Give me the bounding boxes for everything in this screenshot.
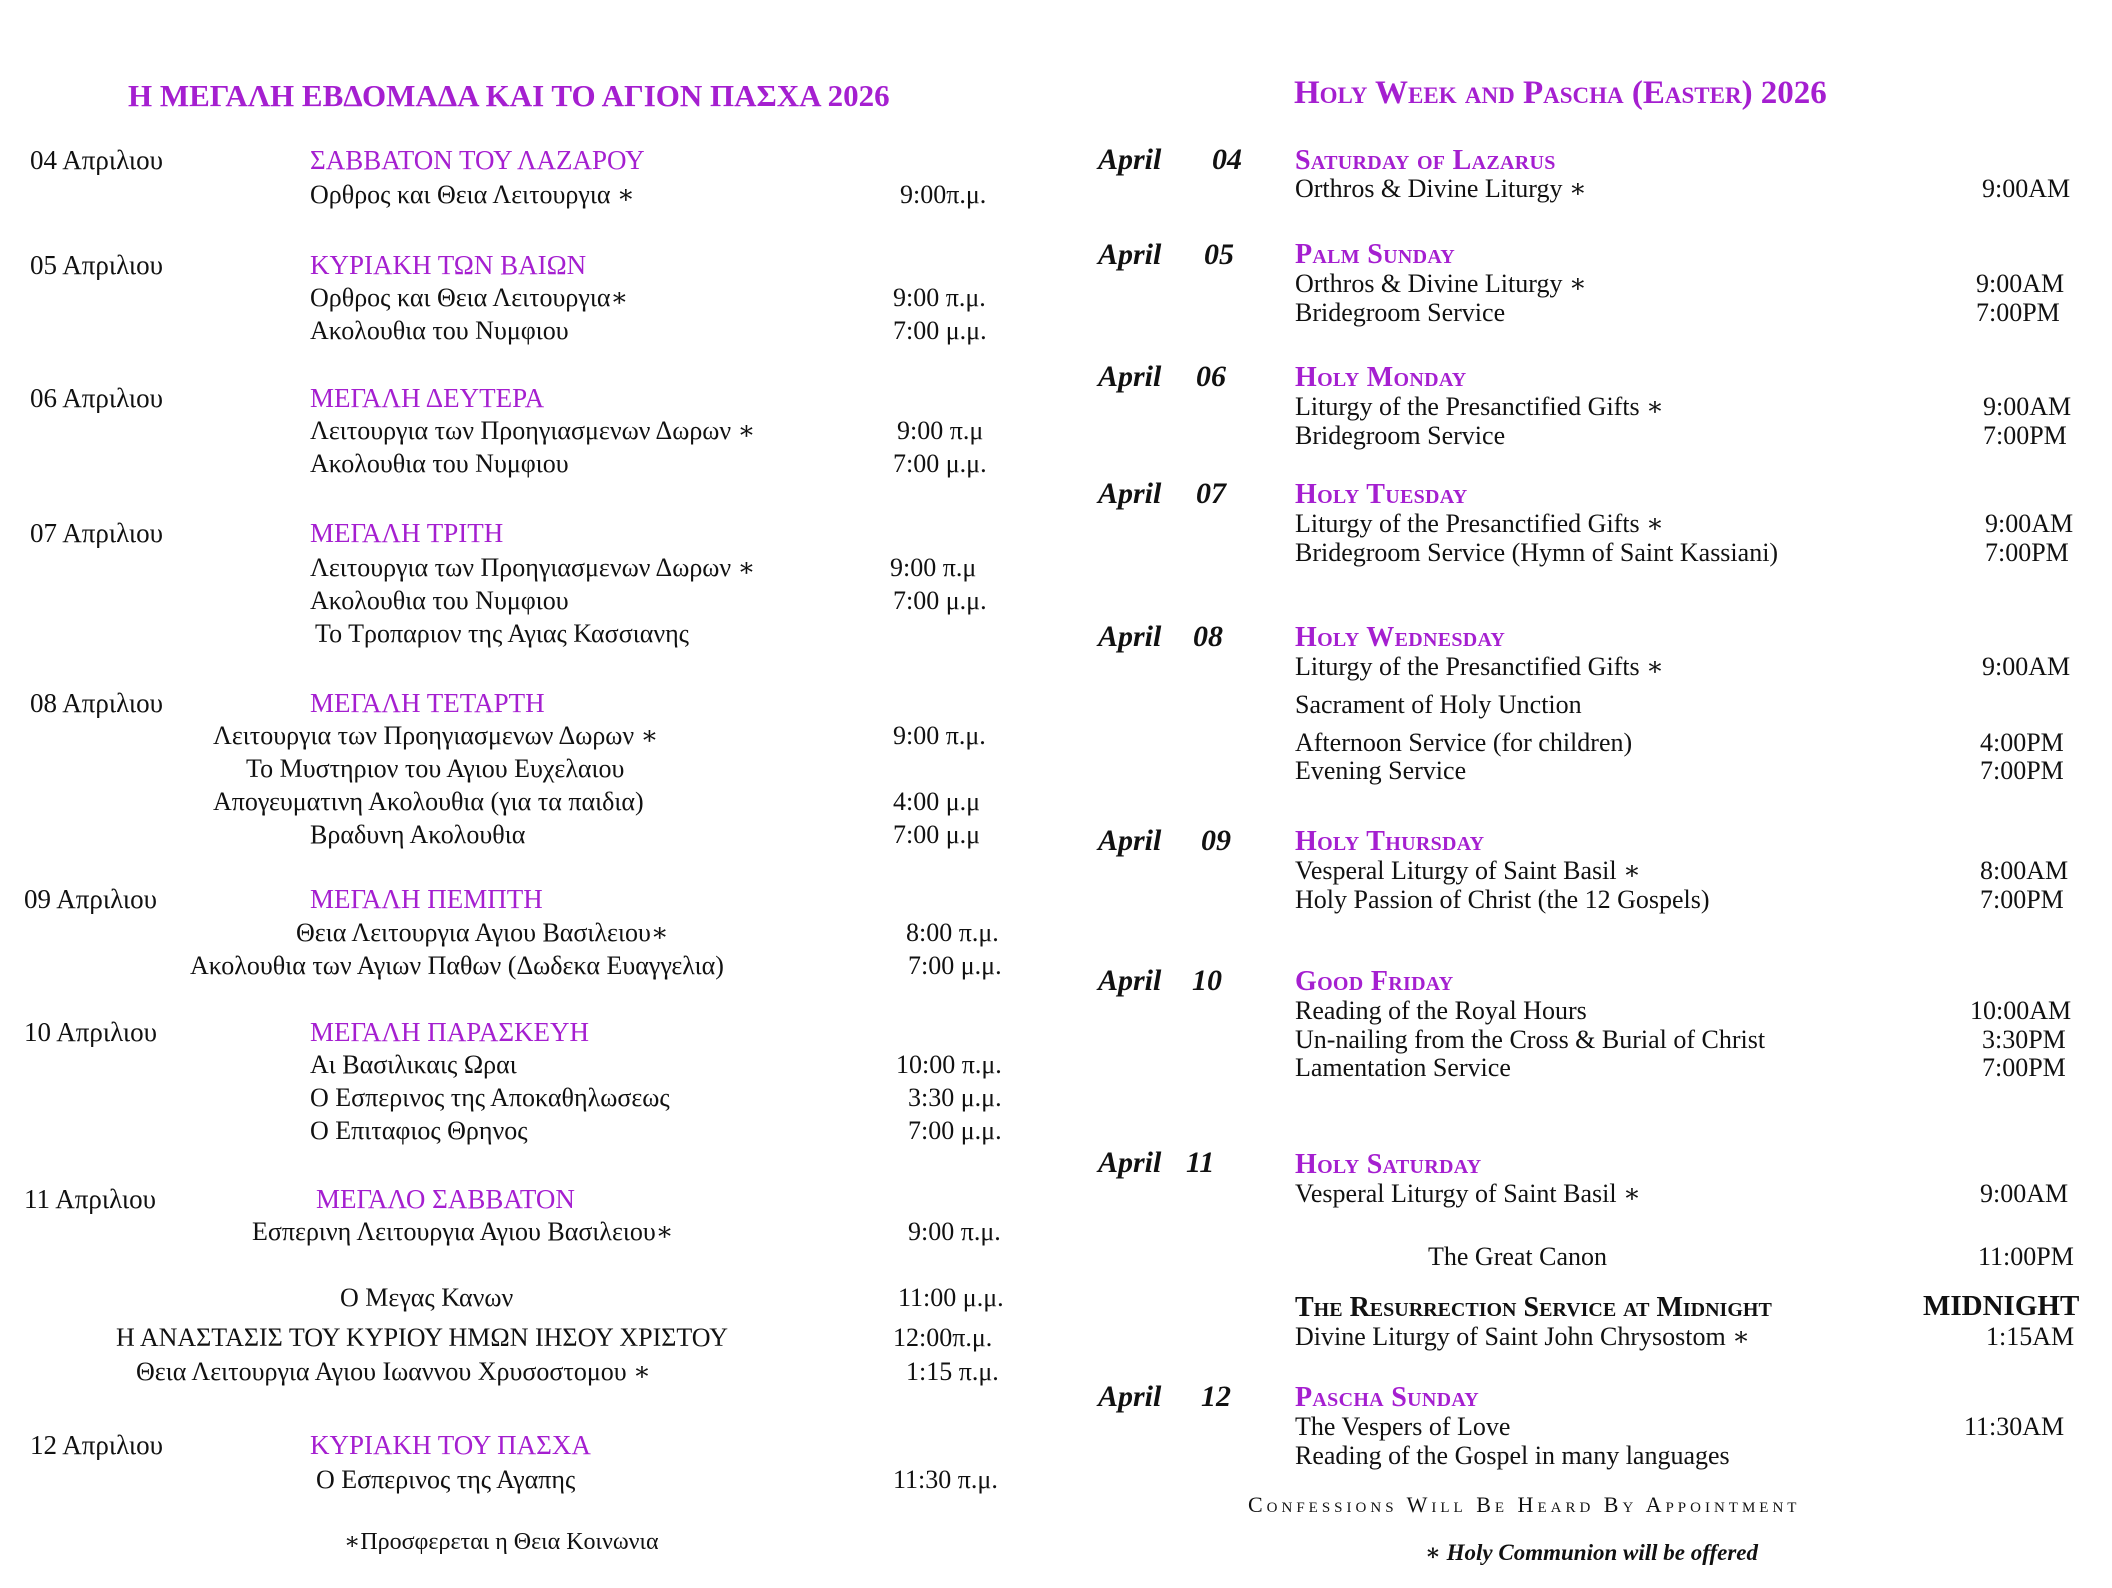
english-service-11b: The Great Canon [1428,1242,1608,1271]
english-service-08a: Liturgy of the Presanctified Gifts ∗ [1295,652,1664,681]
greek-service-11d: Θεια Λειτουργια Αγιου Ιωαννου Χρυσοστομου ∗ [136,1357,651,1386]
english-service-09a: Vesperal Liturgy of Saint Basil ∗ [1295,856,1641,885]
english-time-11c: MIDNIGHT [1923,1290,2080,1322]
greek-service-10a: Αι Βασιλικαις Ωραι [310,1050,517,1079]
confessions-note: Confessions Will Be Heard By Appointment [1248,1492,1801,1517]
english-service-08c: Afternoon Service (for children) [1295,728,1633,757]
english-daynum-09: 09 [1201,824,1231,857]
english-time-06a: 9:00AM [1983,392,2072,421]
english-daynum-11: 11 [1186,1146,1215,1179]
english-month-11: April [1098,1146,1162,1179]
english-daynum-12: 12 [1201,1380,1231,1413]
english-day-12: Pascha Sunday [1295,1382,1479,1413]
english-time-05a: 9:00AM [1976,269,2065,298]
greek-time-11d: 1:15 π.μ. [906,1357,999,1386]
english-service-10b: Un-nailing from the Cross & Burial of Christ [1295,1025,1766,1054]
english-daynum-07: 07 [1196,477,1226,510]
english-month-09: April [1098,824,1162,857]
greek-time-07b: 7:00 μ.μ. [893,586,987,615]
greek-day-10: ΜΕΓΑΛΗ ΠΑΡΑΣΚΕΥΗ [310,1017,590,1047]
english-time-10a: 10:00AM [1970,996,2072,1025]
english-day-07: Holy Tuesday [1295,479,1468,510]
english-day-09: Holy Thursday [1295,826,1485,857]
greek-time-06a: 9:00 π.μ [897,416,984,445]
greek-date-09: 09 Απριλιου [24,884,158,914]
greek-service-08b: Το Μυστηριον του Αγιου Ευχελαιου [246,754,625,783]
english-time-11d: 1:15AM [1986,1322,2075,1351]
english-month-12: April [1098,1380,1162,1413]
english-daynum-08: 08 [1193,620,1223,653]
english-service-12a: The Vespers of Love [1295,1412,1511,1441]
english-service-06a: Liturgy of the Presanctified Gifts ∗ [1295,392,1664,421]
greek-service-07a: Λειτουργια των Προηγιασμενων Δωρων ∗ [310,553,756,582]
greek-service-04a: Ορθρος και Θεια Λειτουργια ∗ [310,180,635,209]
greek-time-11b: 11:00 μ.μ. [898,1283,1004,1312]
english-day-11: Holy Saturday [1295,1149,1482,1180]
english-service-08b: Sacrament of Holy Unction [1295,690,1582,719]
greek-date-10: 10 Απριλιου [24,1017,158,1047]
english-daynum-10: 10 [1192,964,1222,997]
english-day-05: Palm Sunday [1295,239,1456,270]
english-time-08a: 9:00AM [1982,652,2071,681]
english-month-07: April [1098,477,1162,510]
english-time-12a: 11:30AM [1964,1412,2065,1441]
greek-time-10a: 10:00 π.μ. [896,1050,1002,1079]
english-time-10c: 7:00PM [1982,1053,2066,1082]
english-day-08: Holy Wednesday [1295,622,1506,653]
english-time-10b: 3:30PM [1982,1025,2066,1054]
greek-day-04: ΣΑΒΒΑΤΟΝ ΤΟΥ ΛΑΖΑΡΟΥ [310,145,645,175]
greek-service-05b: Ακολουθια του Νυμφιου [310,316,569,345]
english-time-08c: 4:00PM [1980,728,2064,757]
greek-time-08d: 7:00 μ.μ [893,820,981,849]
greek-time-12a: 11:30 π.μ. [893,1465,998,1494]
greek-service-09a: Θεια Λειτουργια Αγιου Βασιλειου∗ [296,918,669,947]
english-service-11c: The Resurrection Service at Midnight [1295,1292,1772,1323]
greek-day-11: ΜΕΓΑΛΟ ΣΑΒΒΑΤΟΝ [316,1184,575,1214]
greek-day-07: ΜΕΓΑΛΗ ΤΡΙΤΗ [310,518,504,548]
english-service-07a: Liturgy of the Presanctified Gifts ∗ [1295,509,1664,538]
greek-service-12a: Ο Εσπερινος της Αγαπης [316,1465,576,1494]
greek-date-04: 04 Απριλιου [30,145,164,175]
english-time-11a: 9:00AM [1980,1179,2069,1208]
greek-time-06b: 7:00 μ.μ. [893,449,987,478]
greek-time-07a: 9:00 π.μ [890,553,977,582]
english-time-08d: 7:00PM [1980,756,2064,785]
greek-time-05b: 7:00 μ.μ. [893,316,987,345]
greek-day-05: ΚΥΡΙΑΚΗ ΤΩΝ ΒΑΙΩΝ [310,250,587,280]
english-service-10c: Lamentation Service [1295,1053,1511,1082]
greek-service-10b: Ο Εσπερινος της Αποκαθηλωσεως [310,1083,670,1112]
greek-time-11a: 9:00 π.μ. [908,1217,1001,1246]
english-service-05a: Orthros & Divine Liturgy ∗ [1295,269,1587,298]
english-month-05: April [1098,238,1162,271]
greek-service-09b: Ακολουθια των Αγιων Παθων (Δωδεκα Ευαγγελια) [190,951,724,980]
greek-service-11a: Εσπερινη Λειτουργια Αγιου Βασιλειου∗ [252,1217,674,1246]
greek-date-05: 05 Απριλιου [30,250,164,280]
greek-title: Η ΜΕΓΑΛΗ ΕΒΔΟΜΑΔΑ ΚΑΙ ΤΟ ΑΓΙΟΝ ΠΑΣΧΑ 2026 [128,78,890,113]
english-time-07a: 9:00AM [1985,509,2074,538]
greek-service-07c: Το Τροπαριον της Αγιας Κασσιανης [315,619,689,648]
english-service-09b: Holy Passion of Christ (the 12 Gospels) [1295,885,1710,914]
english-service-12b: Reading of the Gospel in many languages [1295,1441,1730,1470]
greek-service-11b: Ο Μεγας Κανων [340,1283,514,1312]
english-month-08: April [1098,620,1162,653]
english-month-04: April [1098,143,1162,176]
english-title: Holy Week and Pascha (Easter) 2026 [1294,75,1827,111]
greek-time-05a: 9:00 π.μ. [893,283,986,312]
greek-date-12: 12 Απριλιου [30,1430,164,1460]
english-service-04a: Orthros & Divine Liturgy ∗ [1295,174,1587,203]
english-service-05b: Bridegroom Service [1295,298,1506,327]
english-daynum-05: 05 [1204,238,1234,271]
greek-date-11: 11 Απριλιου [24,1184,157,1214]
english-time-04a: 9:00AM [1982,174,2071,203]
english-service-11a: Vesperal Liturgy of Saint Basil ∗ [1295,1179,1641,1208]
greek-time-08c: 4:00 μ.μ [893,787,981,816]
english-time-06b: 7:00PM [1983,421,2067,450]
greek-time-11c: 12:00π.μ. [893,1323,993,1352]
english-time-05b: 7:00PM [1976,298,2060,327]
greek-day-06: ΜΕΓΑΛΗ ΔΕΥΤΕΡΑ [310,383,545,413]
greek-time-10b: 3:30 μ.μ. [908,1083,1002,1112]
english-month-06: April [1098,360,1162,393]
greek-communion-note: ∗Προσφερεται η Θεια Κοινωνια [344,1529,659,1555]
greek-service-08d: Βραδυνη Ακολουθια [310,820,526,849]
greek-time-09b: 7:00 μ.μ. [908,951,1002,980]
english-time-09a: 8:00AM [1980,856,2069,885]
english-time-11b: 11:00PM [1978,1242,2074,1271]
greek-time-10c: 7:00 μ.μ. [908,1116,1002,1145]
greek-time-08a: 9:00 π.μ. [893,721,986,750]
greek-service-05a: Ορθρος και Θεια Λειτουργια∗ [310,283,629,312]
greek-service-07b: Ακολουθια του Νυμφιου [310,586,569,615]
english-communion-note: ∗ Holy Communion will be offered [1425,1540,1759,1565]
english-service-11d: Divine Liturgy of Saint John Chrysostom ∗ [1295,1322,1750,1351]
english-day-06: Holy Monday [1295,362,1467,393]
greek-day-08: ΜΕΓΑΛΗ ΤΕΤΑΡΤΗ [310,688,545,718]
greek-service-11c: Η ΑΝΑΣΤΑΣΙΣ ΤΟΥ ΚΥΡΙΟΥ ΗΜΩΝ ΙΗΣΟΥ ΧΡΙΣΤΟΥ [116,1323,729,1352]
greek-day-12: ΚΥΡΙΑΚΗ ΤΟΥ ΠΑΣΧΑ [310,1430,591,1460]
greek-date-07: 07 Απριλιου [30,518,164,548]
english-time-09b: 7:00PM [1980,885,2064,914]
greek-service-08c: Απογευματινη Ακολουθια (για τα παιδια) [213,787,644,816]
english-time-07b: 7:00PM [1985,538,2069,567]
greek-service-08a: Λειτουργια των Προηγιασμενων Δωρων ∗ [213,721,659,750]
english-service-06b: Bridegroom Service [1295,421,1506,450]
greek-day-09: ΜΕΓΑΛΗ ΠΕΜΠΤΗ [310,884,543,914]
greek-service-10c: Ο Επιταφιος Θρηνος [310,1116,528,1145]
english-day-10: Good Friday [1295,966,1454,997]
greek-time-04a: 9:00π.μ. [900,180,987,209]
english-day-04: Saturday of Lazarus [1295,145,1556,176]
greek-date-06: 06 Απριλιου [30,383,164,413]
greek-time-09a: 8:00 π.μ. [906,918,999,947]
english-service-08d: Evening Service [1295,756,1467,785]
english-service-10a: Reading of the Royal Hours [1295,996,1587,1025]
greek-service-06a: Λειτουργια των Προηγιασμενων Δωρων ∗ [310,416,756,445]
greek-service-06b: Ακολουθια του Νυμφιου [310,449,569,478]
english-daynum-06: 06 [1196,360,1226,393]
english-daynum-04: 04 [1212,143,1242,176]
english-service-07b: Bridegroom Service (Hymn of Saint Kassiani) [1295,538,1779,567]
greek-date-08: 08 Απριλιου [30,688,164,718]
english-month-10: April [1098,964,1162,997]
